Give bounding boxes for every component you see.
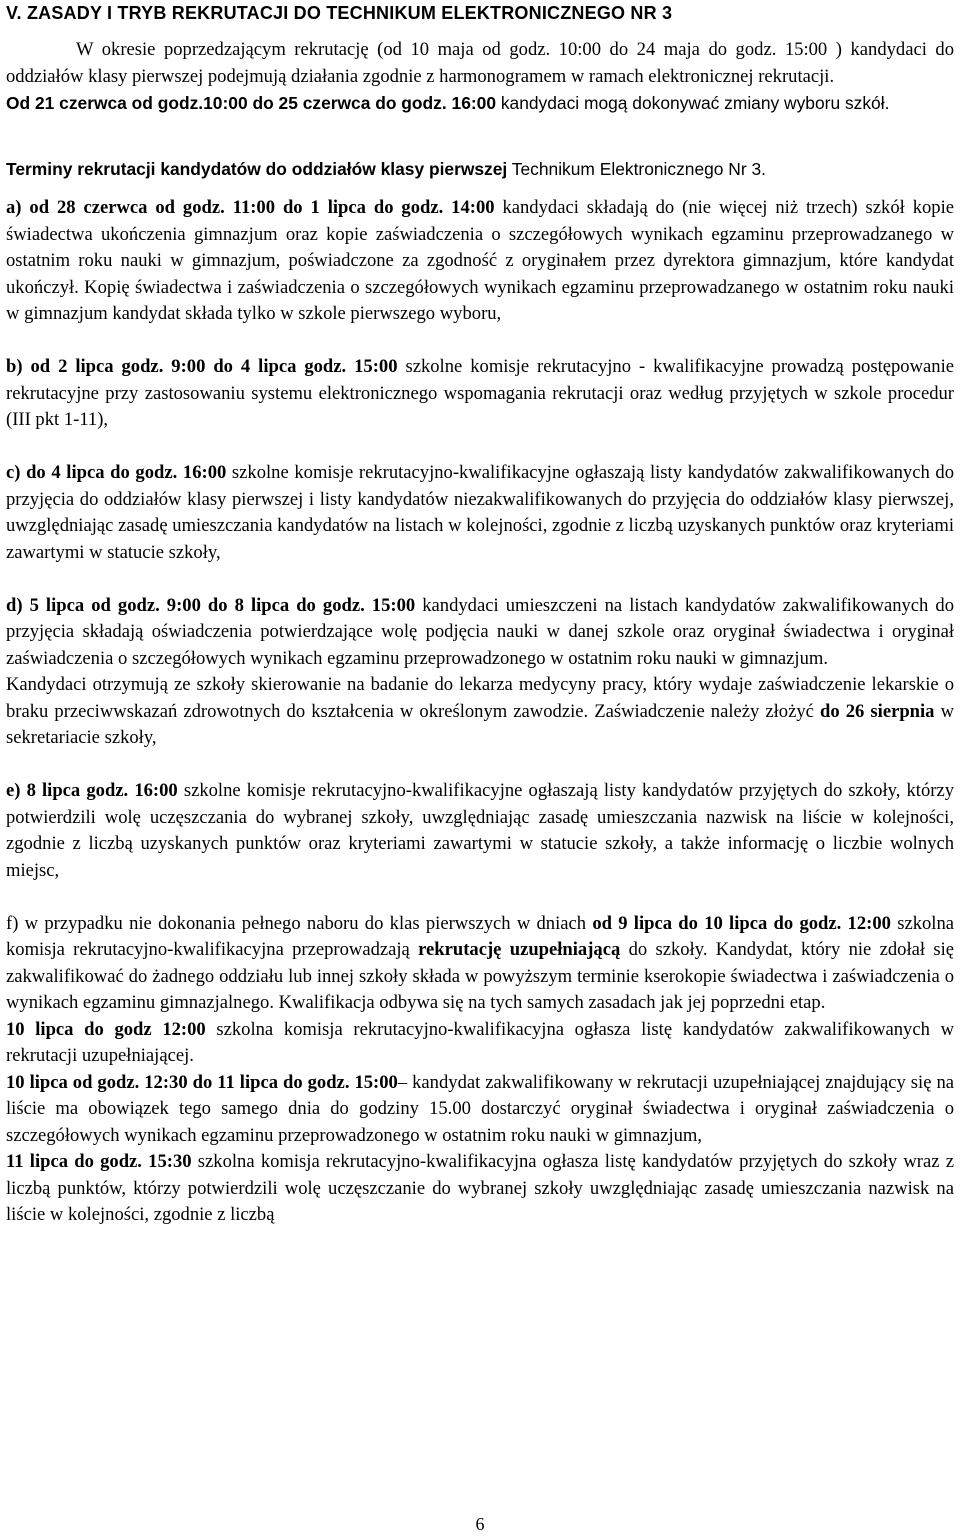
item-d-dates: d) 5 lipca od godz. 9:00 do 8 lipca do godz. 15:00: [6, 594, 416, 616]
change-dates: Od 21 czerwca od godz.10:00 do 25 czerwca do godz. 16:00: [6, 93, 496, 113]
item-f-bold-phrase: rekrutację uzupełniającą: [418, 939, 621, 960]
item-c-text: szkolne komisje rekrutacyjno-kwalifikacyjne ogłaszają listy kandydatów zakwalifikowanych do przyjęcia do oddziałów klasy pierwszej i listy kandydatów niezakwalifikowanych do przyjęcia do oddziałów klasy pierwszej, uwzględniając zasadę umieszczania kandydatów na listach w kolejności, zgodnie z liczbą uzyskanych punktów oraz kryteriami zawartymi w statucie szkoły,: [6, 462, 954, 563]
item-f1-text: szkolna komisja rekrutacyjno-kwalifikacyjna ogłasza listę kandydatów zakwalifikowanych w rekrutacji uzupełniającej.: [6, 1018, 954, 1066]
item-d-deadline: do 26 sierpnia: [820, 700, 935, 722]
item-d-text: kandydaci umieszczeni na listach kandydatów zakwalifikowanych do przyjęcia składają oświadczenia potwierdzające wolę podjęcia nauki w danej szkole oraz oryginał świadectwa i oryginał zaświadczenia o szczegółowych wynikach egzaminu przeprowadzonego w ostatnim roku nauki w gimnazjum.: [6, 594, 954, 669]
item-f-text-end: do szkoły. Kandydat, który nie zdołał się zakwalifikować do żadnego oddziału lub innej szkoły składa w powyższym terminie kserokopie świadectwa i zaświadczenia o wynikach egzaminu gimnazjalnego. Kwalifikacja odbywa się na tych samych zasadach jak jej poprzedni etap.: [6, 939, 954, 1013]
item-f-dates: od 9 lipca do 10 lipca do godz. 12:00: [592, 912, 891, 934]
item-a: [6, 195, 954, 328]
item-f3-text: szkolna komisja rekrutacyjno-kwalifikacyjna ogłasza listę kandydatów przyjętych do szkoły wraz z liczbą punktów, którzy potwierdzili wolę uczęszczanie do wybranej szkoły uwzględniając zasadę umieszczania nazwisk na liście w kolejności, zgodnie z liczbą: [6, 1151, 954, 1225]
intro-paragraph: [6, 24, 954, 90]
page-number: 6: [475, 1514, 485, 1534]
item-b: [6, 354, 954, 434]
item-c: [6, 460, 954, 566]
item-f1: [6, 1017, 954, 1070]
item-f1-dates: 10 lipca do godz 12:00: [6, 1018, 206, 1040]
item-a-text: kandydaci składają do (nie więcej niż trzech) szkół kopie świadectwa ukończenia gimnazjum oraz kopie zaświadczenia o szczegółowych wynikach egzaminu przeprowadzanego w ostatnim roku nauki w gimnazjum, poświadczone za zgodność z oryginałem przez dyrektora gimnazjum, które kandydat ukończył. Kopię świadectwa i zaświadczenia o szczegółowych wynikach egzaminu przeprowadzanego w ostatnim roku nauki w gimnazjum kandydat składa tylko w szkole pierwszego wyboru,: [6, 197, 955, 324]
item-f-text-start: f) w przypadku nie dokonania pełnego naboru do klas pierwszych w dniach: [6, 912, 593, 934]
terms-bold: Terminy rekrutacji kandydatów do oddziałów klasy pierwszej: [6, 158, 508, 179]
item-e: [6, 778, 954, 884]
terms-rest: Technikum Elektronicznego Nr 3.: [507, 158, 766, 179]
intro-text: W okresie poprzedzającym rekrutację (od 10 maja od godz. 10:00 do 24 maja do godz. 15:00 ) kandydaci do oddziałów klasy pierwszej podejmują działania zgodnie z harmonogramem w ramach elektronicznej rekrutacji.: [6, 39, 954, 87]
item-e-text: szkolne komisje rekrutacyjno-kwalifikacyjne ogłaszają listy kandydatów przyjętych do szkoły, którzy potwierdzili wolę uczęszczania do wybranej szkoły, uwzględniając zasadę umieszczania nazwisk na liście w kolejności, zgodnie z liczbą uzyskanych punktów oraz kryteriami zawartymi w statucie szkoły, a także informację o liczbie wolnych miejsc,: [6, 780, 954, 881]
item-f2-text: – kandydat zakwalifikowany w rekrutacji uzupełniającej znajdujący się na liście ma obowiązek tego samego dnia do godziny 15.00 dostarczyć oryginał świadectwa i oryginał zaświadczenia o szczegółowych wynikach egzaminu przeprowadzonego w ostatnim roku nauki w gimnazjum,: [6, 1071, 955, 1146]
section-heading: V. ZASADY I TRYB REKRUTACJI DO TECHNIKUM ELEKTRONICZNEGO NR 3: [6, 3, 673, 23]
item-f3: [6, 1149, 954, 1229]
item-d-note-text: Kandydaci otrzymują ze szkoły skierowanie na badanie do lekarza medycyny pracy, który wydaje zaświadczenie lekarskie o braku przeciwwskazań zdrowotnych do kształcenia w określonym zawodzie. Zaświadczenie należy złożyć: [6, 674, 954, 722]
item-d: [6, 593, 954, 673]
item-d-note-end: w sekretariacie szkoły,: [6, 700, 955, 748]
item-b-dates: b) od 2 lipca godz. 9:00 do 4 lipca godz. 15:00: [6, 356, 398, 377]
item-f2-dates: 10 lipca od godz. 12:30 do 11 lipca do godz. 15:00: [6, 1071, 398, 1093]
item-b-text: szkolne komisje rekrutacyjno - kwalifikacyjne prowadzą postępowanie rekrutacyjne przy zastosowaniu systemu elektronicznego wspomagania rekrutacji oraz według przyjętych w szkole procedur (III pkt 1-11),: [6, 356, 954, 430]
item-f2: [6, 1070, 954, 1150]
item-f: [6, 911, 954, 1017]
item-f-text-mid: szkolna komisja rekrutacyjno-kwalifikacyjna przeprowadzają: [6, 912, 955, 960]
change-paragraph: [6, 90, 954, 118]
change-text: kandydaci mogą dokonywać zmiany wyboru szkół.: [496, 93, 890, 113]
item-a-dates: a) od 28 czerwca od godz. 11:00 do 1 lipca do godz. 14:00: [6, 197, 495, 218]
terms-heading: [6, 156, 954, 184]
item-d-note: [6, 672, 954, 752]
item-e-dates: e) 8 lipca godz. 16:00: [6, 780, 178, 801]
item-c-dates: c) do 4 lipca do godz. 16:00: [6, 462, 227, 483]
item-f3-dates: 11 lipca do godz. 15:30: [6, 1151, 192, 1172]
